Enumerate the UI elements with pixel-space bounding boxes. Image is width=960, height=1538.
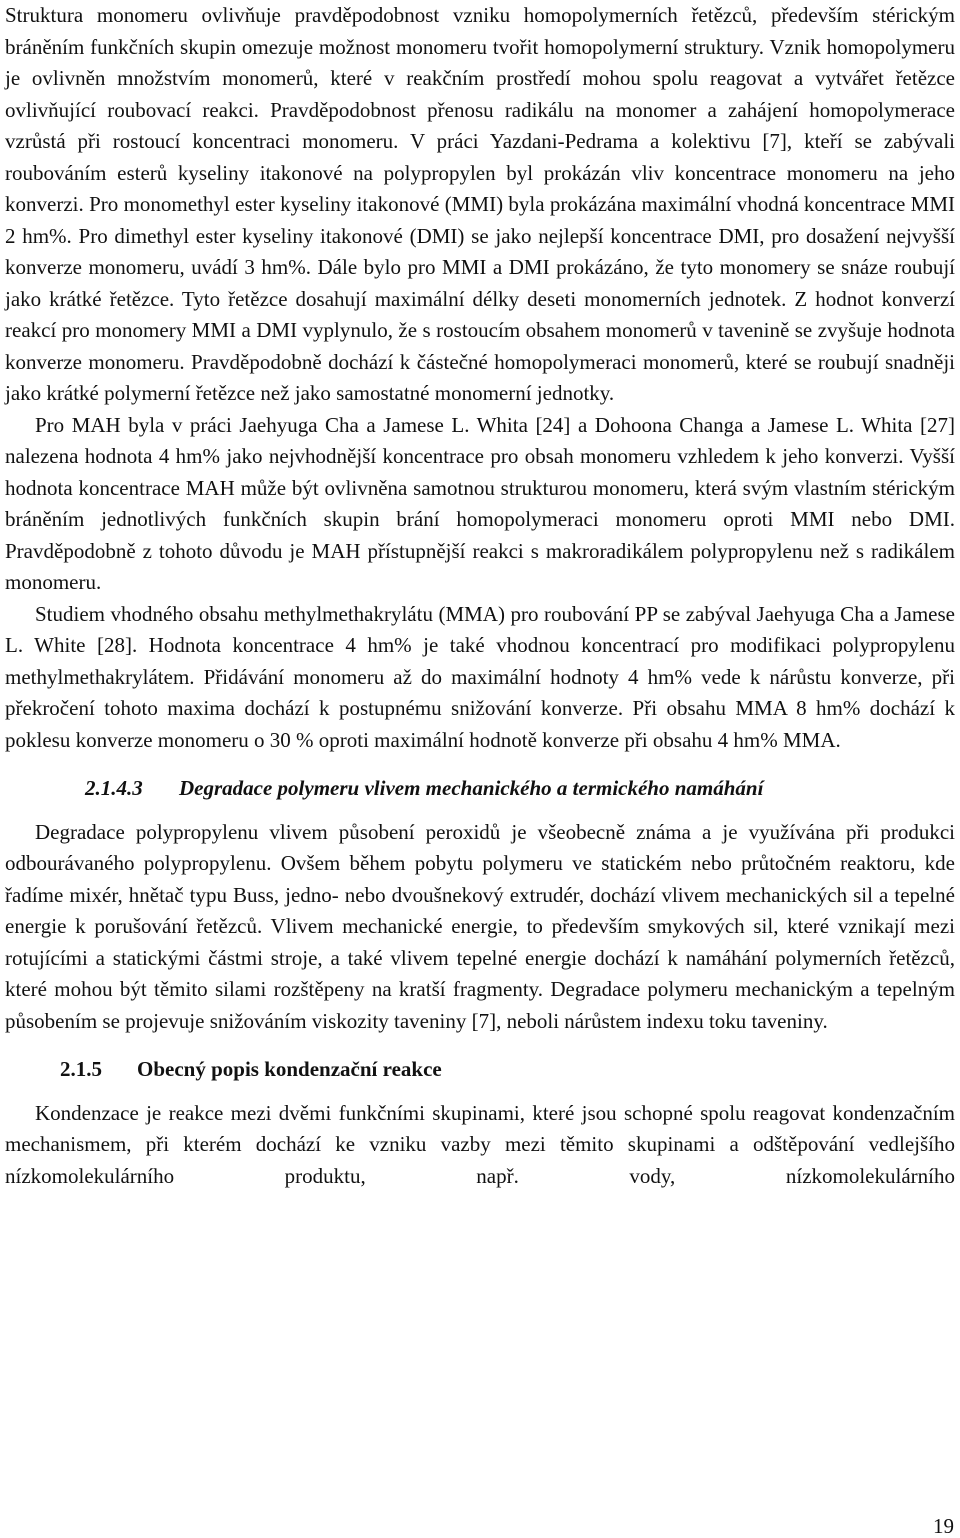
paragraph-mah-concentration: Pro MAH byla v práci Jaehyuga Cha a Jamese L. Whita [24] a Dohoona Changa a Jamese L. Whita [27] nalezena hodnota 4 hm% jako nejvhodnější koncentrace pro obsah monomeru vzhledem k jeho konverzi. Vyšší hodnota koncentrace MAH může být ovlivněna samotnou strukturou monomeru, která svým vlastním stérickým bráněním jednotlivých funkčních skupin brání homopolymeraci monomeru oproti MMI nebo DMI. Pravděpodobně z tohoto důvodu je MAH přístupnější reakci s makroradikálem polypropylenu než s radikálem monomeru. (5, 412, 955, 594)
section-number: 2.1.4.3 (85, 776, 143, 800)
page-number: 19 (933, 1514, 954, 1538)
section-heading-condensation (5, 1054, 955, 1086)
section-title: Obecný popis kondenzační reakce (137, 1057, 442, 1081)
paragraph-monomer-structure: Struktura monomeru ovlivňuje pravděpodobnost vzniku homopolymerních řetězců, především stérickým bráněním funkčních skupin omezuje možnost monomeru tvořit homopolymerní struktury. Vznik homopolymeru je ovlivněn množstvím monomerů, které v reakčním prostředí mohou spolu reagovat a vytvářet řetězce ovlivňující roubovací reakci. Pravděpodobnost přenosu radikálu na monomer a zahájení homopolymerace vzrůstá při rostoucí koncentraci monomeru. V práci Yazdani-Pedrama a kolektivu [7], kteří se zabývali roubováním esterů kyseliny itakonové na polypropylen byl prokázán vliv koncentrace monomeru na jeho konverzi. Pro monomethyl ester kyseliny itakonové (MMI) byla prokázána maximální vhodná koncentrace MMI 2 hm%. Pro dimethyl ester kyseliny itakonové (DMI) se jako nejlepší koncentrace DMI, pro dosažení nejvyšší konverze monomeru, uvádí 3 hm%. Dále bylo pro MMI a DMI prokázáno, že tyto monomery se snáze roubují jako krátké řetězce. Tyto řetězce dosahují maximální délky deseti monomerních jednotek. Z hodnot konverzí reakcí pro monomery MMI a DMI vyplynulo, že s rostoucím obsahem monomerů v tavenině se zvyšuje hodnota konverze monomeru. Pravděpodobně dochází k částečné homopolymeraci monomerů, které se roubují snadněji jako krátké polymerní řetězce než jako samostatné monomerní jednotky. (5, 3, 955, 405)
section-title: Degradace polymeru vlivem mechanického a termického namáhání (179, 776, 764, 800)
section-number: 2.1.5 (60, 1057, 102, 1081)
paragraph-mma-study: Studiem vhodného obsahu methylmethakrylátu (MMA) pro roubování PP se zabýval Jaehyuga Cha a Jamese L. White [28]. Hodnota koncentrace 4 hm% je také vhodnou koncentrací pro modifikaci polypropylenu methylmethakrylátem. Přidávání monomeru až do maximální hodnoty 4 hm% vede k nárůstu konverze, při překročení tohoto maxima dochází k postupnému snižování konverze. Při obsahu MMA 8 hm% dochází k poklesu konverze monomeru o 30 % oproti maximální hodnotě konverze při obsahu 4 hm% MMA. (5, 601, 955, 752)
text-column (5, 0, 955, 1192)
paragraph-degradation: Degradace polypropylenu vlivem působení peroxidů je všeobecně známa a je využívána při produkci odbourávaného polypropylenu. Ovšem během pobytu polymeru ve statickém nebo průtočném reaktoru, kde řadíme mixér, hnětač typu Buss, jedno- nebo dvoušnekový extrudér, dochází vlivem mechanických sil a tepelné energie k porušování řetězců. Vlivem mechanické energie, to především smykových sil, které vznikají mezi rotujícími a statickými částmi stroje, a také vlivem tepelné energie dochází k namáhání polymerních řetězců, které mohou být těmito silami rozštěpeny na kratší fragmenty. Degradace polymeru mechanickým a tepelným působením se projevuje snižováním viskozity taveniny [7], neboli nárůstem indexu toku taveniny. (5, 819, 955, 1033)
paragraph-condensation: Kondenzace je reakce mezi dvěmi funkčními skupinami, které jsou schopné spolu reagovat kondenzačním mechanismem, při kterém dochází ke vzniku vazby mezi těmito skupinami a odštěpování vedlejšího nízkomolekulárního produktu, např. vody, nízkomolekulárního (5, 1100, 955, 1188)
section-heading-degradation (5, 773, 955, 805)
